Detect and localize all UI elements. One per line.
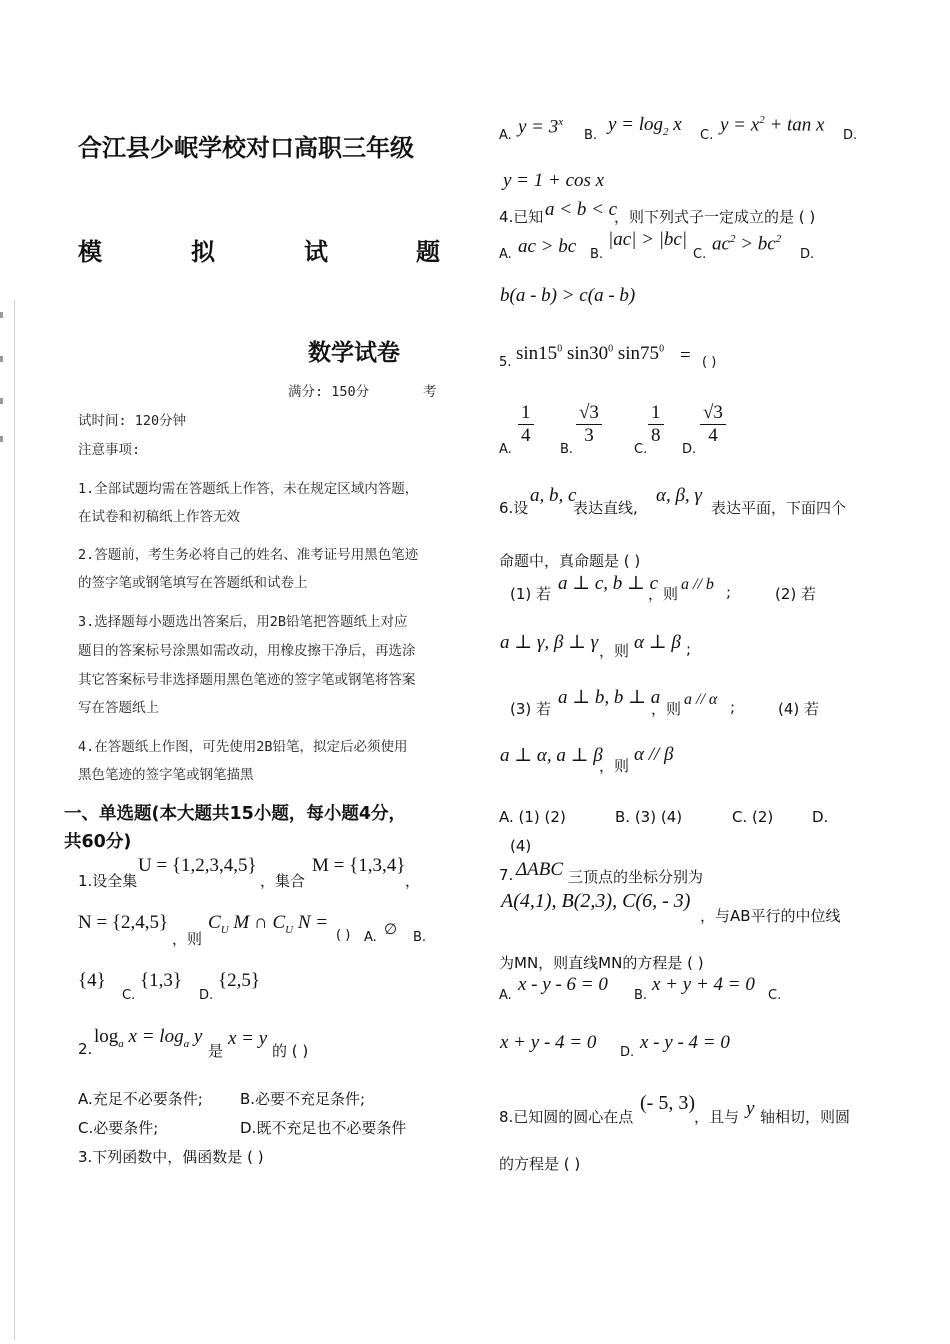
q2-is: 是 (208, 1042, 224, 1060)
q6-option-b: B. (3) (4) (615, 808, 683, 826)
q1-mid: ，集合 (260, 872, 306, 890)
q7-line3: 为MN，则直线MN的方程是 ( ) (499, 954, 704, 972)
q1-then: ，则 (172, 930, 203, 948)
q4-option-a-value: ac > bc (518, 236, 577, 257)
section-heading: 共60分) (64, 832, 132, 852)
q1-paren: ( ) (336, 928, 351, 943)
q6-p3-expr: a ⊥ b, b ⊥ a (558, 687, 661, 708)
q1-set-m: M = {1,3,4} (312, 855, 406, 876)
q4-option-a: A. (499, 247, 512, 262)
q7-option-d: D. (620, 1045, 635, 1060)
q6-p4-result: α // β (634, 744, 674, 765)
margin-mark (0, 398, 3, 404)
q1-option-a: A. (364, 930, 377, 945)
q6-p3-result: a // α (684, 691, 718, 708)
q7-option-b-value: x + y + 4 = 0 (652, 974, 755, 995)
q1-lead: 1.设全集 (78, 872, 138, 890)
notice-text: 1.全部试题均需在答题纸上作答，未在规定区域内答题， (78, 481, 419, 497)
q6-p3-semi: ; (730, 698, 736, 716)
q2-option-d: D.既不充足也不必要条件 (240, 1119, 407, 1137)
q4-option-d: D. (800, 247, 815, 262)
q7-rest2: ，与AB平行的中位线 (700, 907, 841, 925)
q1-expression: $C_U$ M ∩ $C_U$ N = (208, 912, 329, 936)
q6-lead: 6.设 (499, 499, 529, 517)
q6-p4-then: ，则 (599, 757, 630, 775)
notice-text: 2.答题前，考生务必将自己的姓名、准考证号用黑色笔迹 (78, 547, 419, 563)
q2-xy: x = y (228, 1028, 268, 1049)
q5-option-a-value: $\frac{1}{4}$ (518, 402, 534, 447)
q6-p3: (3) 若 (510, 700, 552, 718)
q2-number: 2. (78, 1040, 93, 1058)
q1-option-d: D. (199, 988, 214, 1003)
q1-comma: ， (405, 872, 421, 890)
q3-option-d-value: y = 1 + cos x (503, 170, 605, 191)
title-char: 试 (304, 238, 328, 266)
q6-option-a: A. (1) (2) (499, 808, 566, 826)
q1-option-b: B. (413, 930, 427, 945)
notice-text: 在试卷和初稿纸上作答无效 (78, 509, 240, 525)
q6-p2-expr: a ⊥ γ, β ⊥ γ (500, 632, 599, 653)
q6-option-c: C. (2) (732, 808, 774, 826)
score-label: 满分: 150分 (288, 384, 370, 400)
q3-option-c: C. (700, 128, 714, 143)
q1-set-n: N = {2,4,5} (78, 912, 169, 933)
q5-option-b: B. (560, 442, 574, 457)
q5-option-d: D. (682, 442, 697, 457)
q4-option-c: C. (693, 247, 707, 262)
q6-p1-result: a // b (681, 576, 714, 593)
title-char: 拟 (191, 238, 215, 266)
q8-line2: 的方程是 ( ) (499, 1155, 581, 1173)
q7-points: A(4,1), B(2,3), C(6, - 3) (501, 890, 691, 912)
q2-option-a: A.充足不必要条件; (78, 1090, 203, 1108)
q6-p4-expr: a ⊥ α, a ⊥ β (500, 745, 603, 766)
notice-text: 其它答案标号非选择题用黑色笔迹的签字笔或钢笔将答案 (78, 672, 416, 688)
q6-rest: 表达平面，下面四个 (711, 499, 847, 517)
q6-mid: 表达直线, (573, 499, 638, 517)
q1-option-a-value: ∅ (384, 922, 398, 938)
q3-text: 3.下列函数中，偶函数是 ( ) (78, 1148, 264, 1166)
q4-option-c-value: $ac^2 > bc^2$ (712, 233, 782, 255)
q8-y-axis: y (746, 1098, 755, 1119)
q2-option-b: B.必要不充足条件; (240, 1090, 366, 1108)
q5-option-a: A. (499, 442, 512, 457)
q5-option-c: C. (634, 442, 648, 457)
q6-p3-then: ，则 (651, 700, 682, 718)
q7-number: 7. (499, 866, 514, 884)
q1-universal-set: U = {1,2,3,4,5} (138, 855, 257, 876)
notice-text: 黑色笔迹的签字笔或钢笔描黑 (78, 767, 254, 783)
q1-option-c-value: {1,3} (140, 970, 182, 991)
q7-option-d-value: x - y - 4 = 0 (640, 1032, 730, 1053)
q6-p2-result: α ⊥ β (634, 632, 681, 653)
q8-center-point: (- 5, 3) (640, 1092, 695, 1114)
q7-option-c-value: x + y - 4 = 0 (500, 1032, 597, 1053)
q6-p1-semi: ; (726, 583, 732, 601)
q4-lead: 4.已知 (499, 208, 544, 226)
q1-option-c: C. (122, 988, 136, 1003)
exam-time: 试时间: 120分钟 (78, 413, 187, 429)
q7-triangle: ΔABC (516, 859, 564, 880)
q1-option-d-value: {2,5} (218, 970, 260, 991)
notice-text: 3.选择题每小题选出答案后，用2B铅笔把答题纸上对应 (78, 614, 408, 630)
subject-title: 数学试卷 (308, 340, 400, 366)
exam-label: 考 (423, 384, 437, 400)
q6-p4: (4) 若 (778, 700, 820, 718)
q8-rest: 轴相切，则圆 (760, 1108, 851, 1126)
q4-rest: ，则下列式子一定成立的是 ( ) (614, 208, 816, 226)
q3-option-c-value: $y = x^2 + \tan x$ (720, 114, 825, 136)
section-heading: 一、单选题(本大题共15小题，每小题4分， (64, 804, 407, 824)
notice-text: 4.在答题纸上作图，可先使用2B铅笔，拟定后必须使用 (78, 739, 408, 755)
q6-lines: a, b, c (530, 485, 577, 506)
q4-option-d-value: b(a - b) > c(a - b) (500, 285, 636, 306)
q6-line2: 命题中，真命题是 ( ) (499, 552, 641, 570)
q6-p1: (1) 若 (510, 585, 552, 603)
q3-option-a-value: $y = 3^x$ (518, 116, 564, 138)
title-char: 题 (416, 238, 440, 266)
q2-option-c: C.必要条件; (78, 1119, 159, 1137)
q5-expression: $\sin 15^0$ $\sin 30^0$ $\sin 75^0$ (516, 343, 665, 364)
q7-option-c: C. (768, 988, 782, 1003)
notice-text: 写在答题纸上 (78, 700, 159, 716)
q3-option-b: B. (584, 128, 598, 143)
q5-number: 5. (499, 355, 512, 370)
q7-rest: 三顶点的坐标分别为 (568, 868, 704, 886)
q6-option-d: D. (812, 808, 829, 826)
q5-paren: ( ) (702, 355, 717, 370)
title-char: 模 (78, 238, 102, 266)
margin-mark (0, 312, 3, 318)
margin-mark (0, 356, 3, 362)
q6-p1-then: ，则 (648, 585, 679, 603)
q6-p2-semi: ; (686, 640, 692, 658)
q4-option-b: B. (590, 247, 604, 262)
q6-p1-expr: a ⊥ c, b ⊥ c (558, 573, 659, 594)
q3-option-b-value: $y = \log_2 x$ (608, 114, 682, 138)
q4-option-b-value: |ac| > |bc| (608, 229, 688, 250)
q6-p2-then: ，则 (599, 642, 630, 660)
q2-expression: $\log_a x = \log_a y$ (94, 1026, 203, 1050)
binding-margin-line (14, 300, 15, 1340)
q7-option-a: A. (499, 988, 512, 1003)
q3-option-a: A. (499, 128, 512, 143)
q6-p2: (2) 若 (775, 585, 817, 603)
q7-option-a-value: x - y - 6 = 0 (518, 974, 608, 995)
exam-title: 合江县少岷学校对口高职三年级 (78, 134, 414, 162)
q5-option-d-value: $\frac{√3}{4}$ (700, 402, 726, 447)
q5-option-c-value: $\frac{1}{8}$ (648, 402, 664, 447)
q6-option-d-value: (4) (510, 837, 532, 855)
q2-of: 的 ( ) (272, 1042, 309, 1060)
margin-mark (0, 436, 3, 442)
q6-planes: α, β, γ (656, 485, 702, 506)
notice-text: 题目的答案标号涂黑如需改动，用橡皮擦干净后，再选涂 (78, 643, 416, 659)
q5-equals: = (680, 345, 691, 366)
q5-option-b-value: $\frac{√3}{3}$ (576, 402, 602, 447)
q1-option-b-value: {4} (78, 970, 106, 991)
q7-option-b: B. (634, 988, 648, 1003)
q4-condition: a < b < c (545, 199, 618, 220)
notice-title: 注意事项: (78, 442, 141, 458)
notice-text: 的签字笔或钢笔填写在答题纸和试卷上 (78, 575, 308, 591)
q8-mid: ，且与 (694, 1108, 740, 1126)
q3-option-d: D. (843, 128, 858, 143)
q8-lead: 8.已知圆的圆心在点 (499, 1108, 634, 1126)
